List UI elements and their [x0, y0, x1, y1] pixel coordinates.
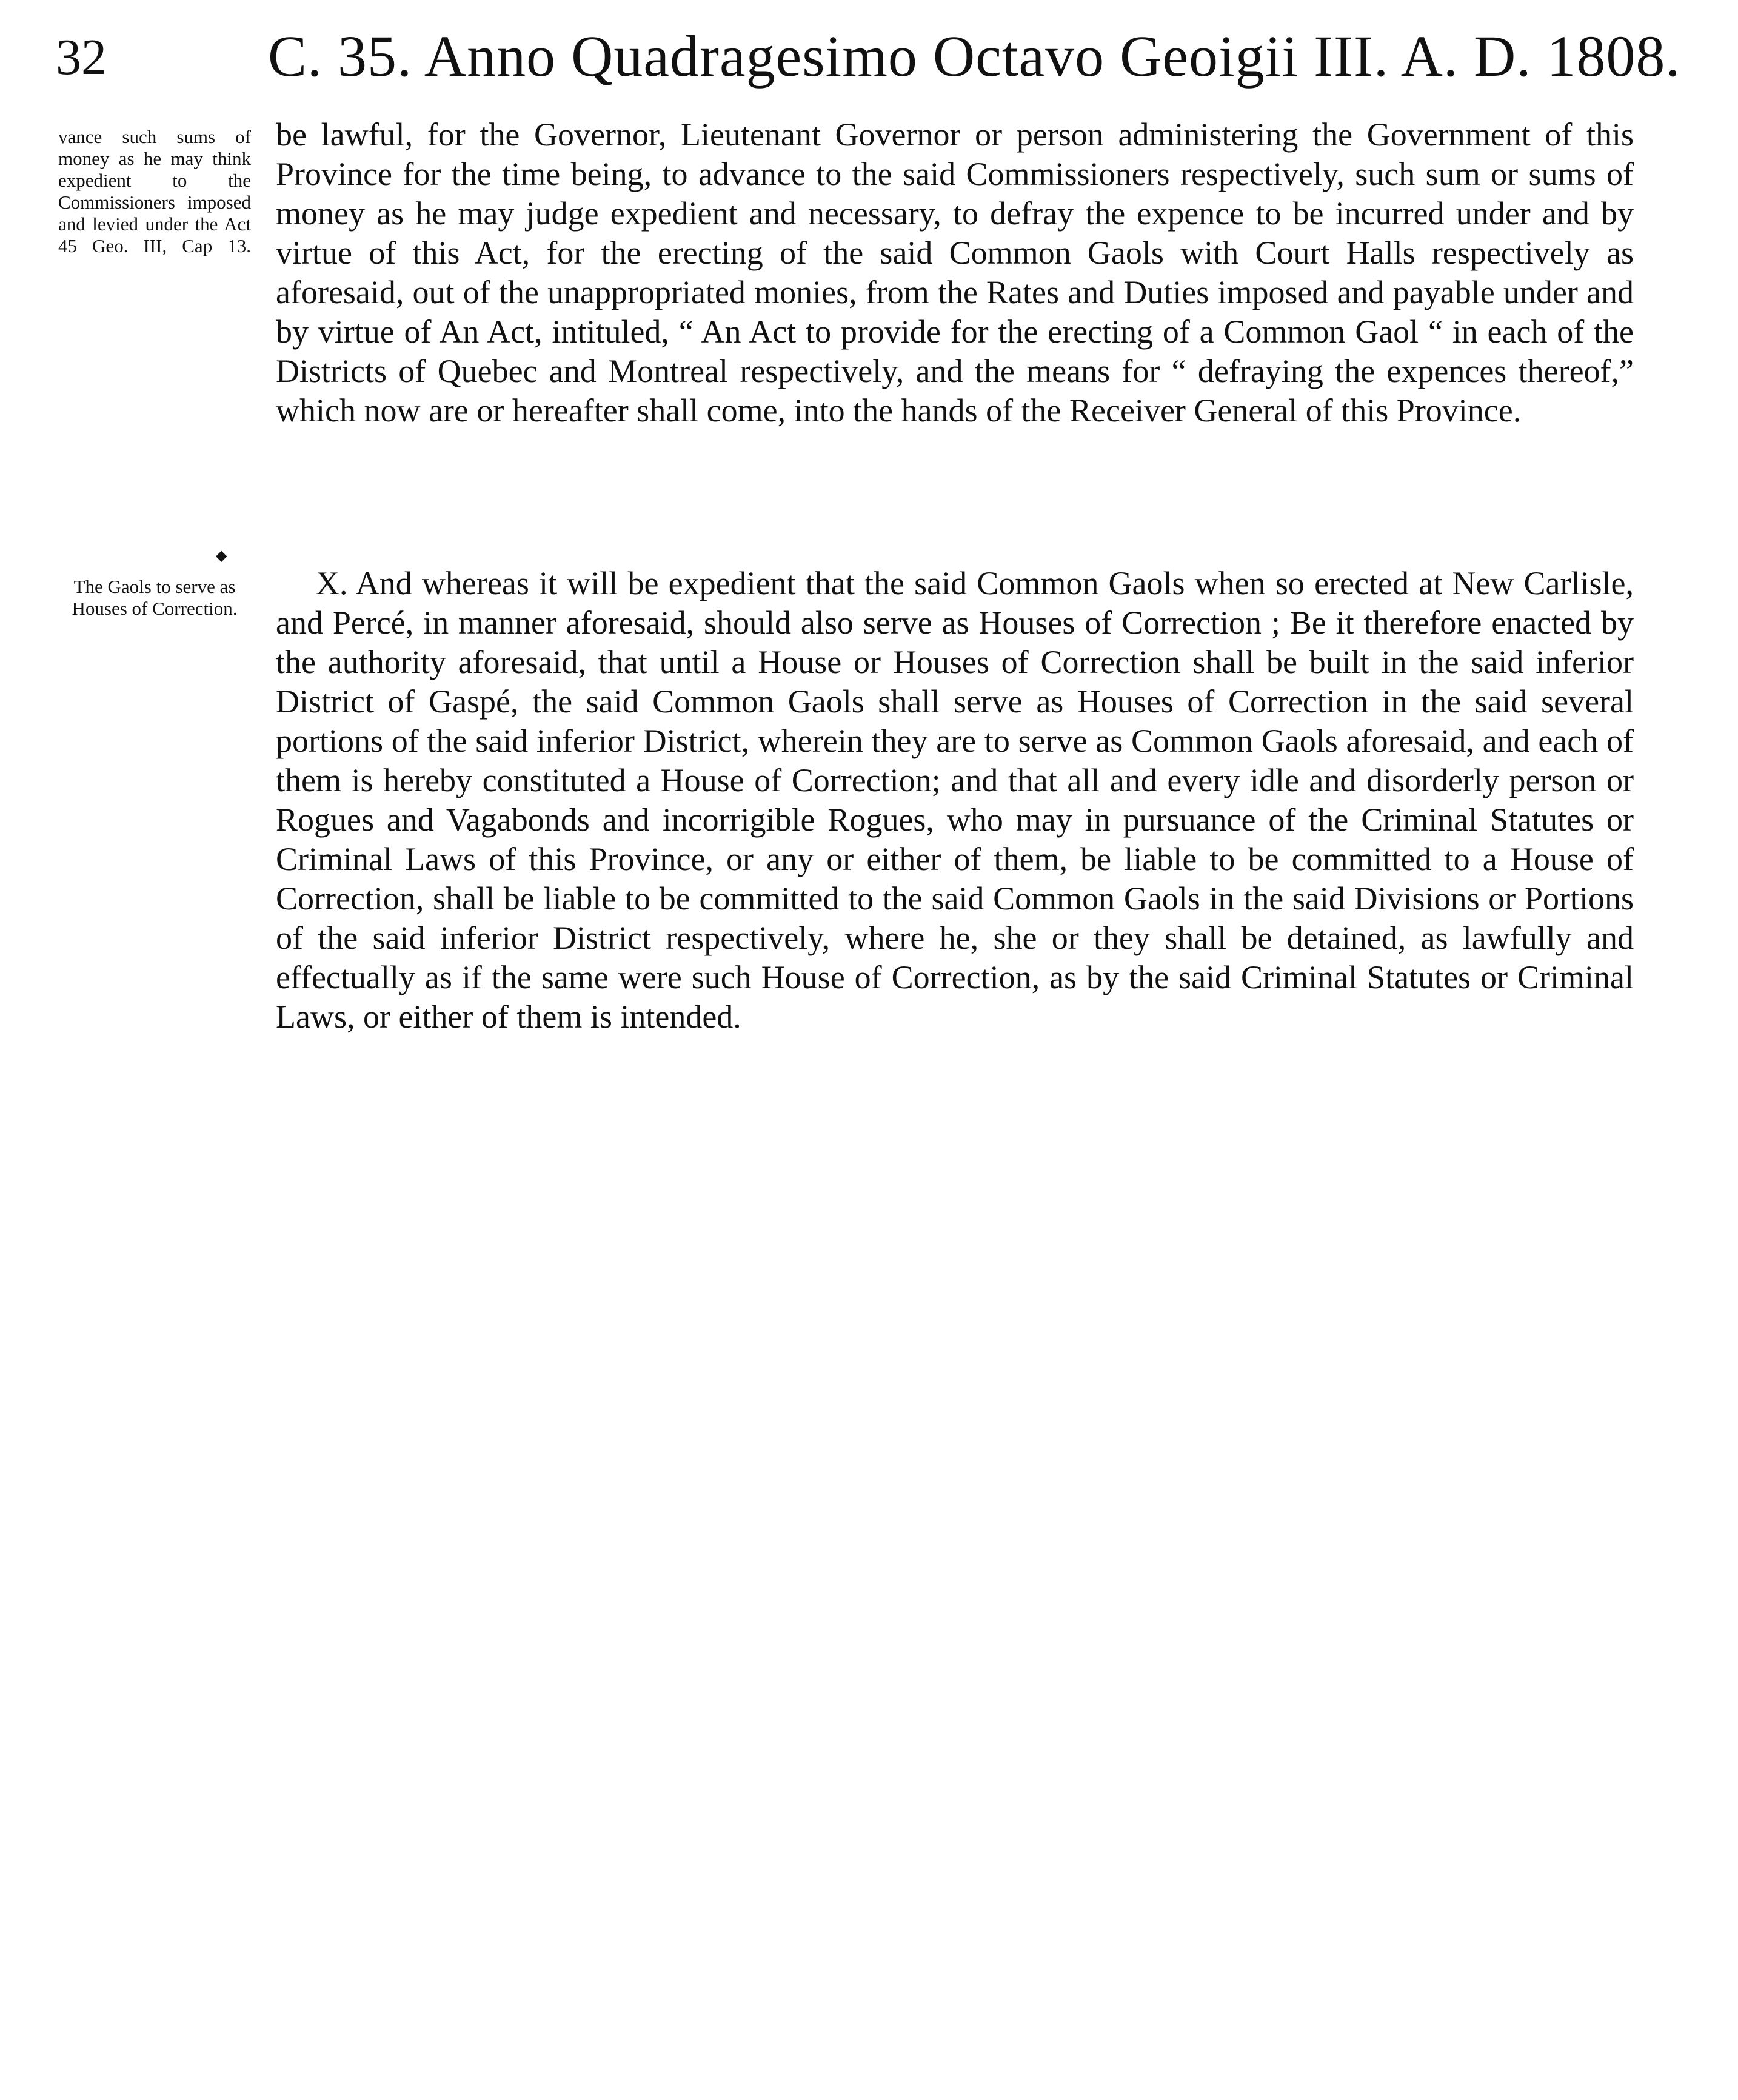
- paragraph-advance-funds: be lawful, for the Governor, Lieutenant Governor or person administering the Government of this Province for the time being, to advance to the said Commissioners respectively, such sum or sums of money as he may judge expedient and necessary, to defray the expence to be incurred under and by virtue of this Act, for the erecting of the said Common Gaols with Court Halls respectively as aforesaid, out of the unappropriated monies, from the Rates and Duties imposed and payable under and by virtue of An Act, intituled, “ An Act to provide for the erecting of a Common Gaol “ in each of the Districts of Quebec and Montreal respectively, and the means for “ defraying the expences thereof,” which now are or hereafter shall come, into the hands of the Receiver General of this Province.: [276, 116, 1634, 429]
- margin-note-gaols-correction: The Gaols to serve as Houses of Correction.: [72, 576, 238, 619]
- section-ornament-mark: ◆: [216, 548, 227, 564]
- paragraph-section-x: X. And whereas it will be expedient that the said Common Gaols when so erected at New Carlisle, and Percé, in manner aforesaid, should also serve as Houses of Correction ; Be it therefore enacted by the authority aforesaid, that until a House or Houses of Correction shall be built in the said inferior District of Gaspé, the said Common Gaols shall serve as Houses of Correction in the said several portions of the said inferior District, wherein they are to serve as Common Gaols aforesaid, and each of them is hereby constituted a House of Correction; and that all and every idle and disorderly person or Rogues and Vagabonds and incorrigible Rogues, who may in pursuance of the Criminal Statutes or Criminal Laws of this Province, or any or either of them, be liable to be committed to a House of Correction, shall be liable to be committed to the said Common Gaols in the said Divisions or Portions of the said inferior District respectively, where he, she or they shall be detained, as lawfully and effectually as if the same were such House of Correction, as by the said Criminal Statutes or Criminal Laws, or either of them is intended.: [276, 565, 1634, 1035]
- page-header: [56, 17, 1681, 102]
- page-number: 32: [56, 29, 107, 85]
- running-head: C. 35. Anno Quadragesimo Octavo Geoigii III. A. D. 1808.: [268, 24, 1681, 89]
- margin-note-advance-sums: vance such sums of money as he may think expedient to the Commissioners imposed and levied under the Act 45 Geo. III, Cap 13.: [58, 126, 251, 256]
